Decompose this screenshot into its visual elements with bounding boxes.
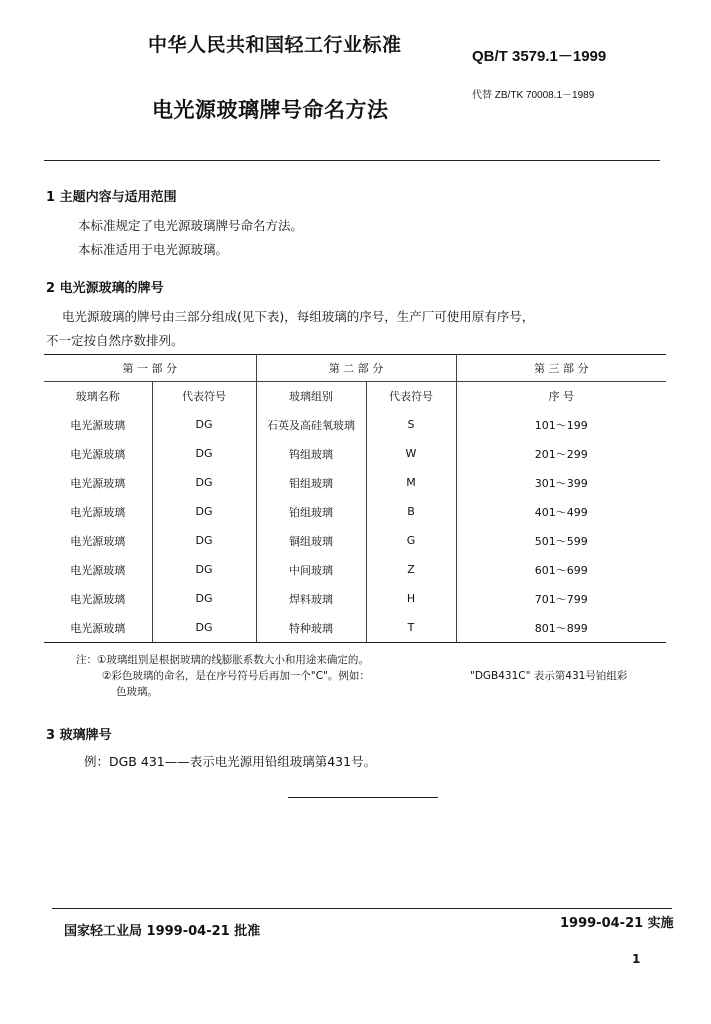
- footer-divider: [52, 908, 672, 909]
- cell-name: 电光源玻璃: [44, 555, 152, 584]
- page-number: 1: [632, 952, 641, 966]
- section-2-paragraph-line-2: 不一定按自然序数排列。: [46, 333, 184, 348]
- table-note-2-example: "DGB431C" 表示第431号铂组彩: [470, 670, 628, 682]
- cell-sequence: 101～199: [534, 418, 588, 432]
- cell-group: 中间玻璃: [256, 555, 366, 584]
- cell-code: DG: [152, 497, 256, 526]
- cell-sequence: 401～499: [534, 505, 588, 519]
- cell-code: DG: [152, 584, 256, 613]
- table-note-1: 注：①玻璃组别是根据玻璃的线膨胀系数大小和用途来确定的。: [76, 654, 369, 666]
- cell-code: DG: [152, 439, 256, 468]
- section-1-paragraph-1: 本标准规定了电光源玻璃牌号命名方法。: [78, 218, 304, 233]
- header-sequence: 序 号: [456, 382, 666, 411]
- cell-name: 电光源玻璃: [44, 584, 152, 613]
- header-divider: [44, 160, 660, 161]
- table-row: [44, 584, 666, 613]
- section-2-paragraph-line-1: 电光源玻璃的牌号由三部分组成(见下表)，每组玻璃的序号，生产厂可使用原有序号，: [62, 309, 535, 324]
- table-row: [44, 468, 666, 497]
- issuing-body: 中华人民共和国轻工行业标准: [148, 34, 402, 56]
- table-note-2: ②彩色玻璃的命名，是在序号符号后再加一个"C"。例如：: [102, 670, 370, 682]
- cell-group: 焊料玻璃: [256, 584, 366, 613]
- cell-sequence: 801～899: [456, 613, 666, 643]
- cell-group: 石英及高硅氧玻璃: [256, 410, 366, 439]
- header-part-1: 第 一 部 分: [44, 355, 256, 382]
- cell-name: 电光源玻璃: [44, 410, 152, 439]
- cell-symbol: H: [366, 584, 456, 613]
- cell-symbol: Z: [366, 555, 456, 584]
- cell-symbol: M: [366, 468, 456, 497]
- cell-symbol: W: [366, 439, 456, 468]
- cell-name: 电光源玻璃: [44, 526, 152, 555]
- cell-code: DG: [152, 468, 256, 497]
- cell-sequence: 601～699: [534, 563, 588, 577]
- table-row: [44, 497, 666, 526]
- cell-symbol: G: [366, 526, 456, 555]
- end-divider: [288, 797, 438, 798]
- header-code: 代表符号: [152, 382, 256, 411]
- standard-code: QB/T 3579.1－1999: [472, 48, 607, 65]
- cell-sequence: 701～799: [534, 592, 588, 606]
- cell-sequence: 301～399: [534, 476, 588, 490]
- cell-code: DG: [152, 410, 256, 439]
- header-glass-name: 玻璃名称: [44, 382, 152, 411]
- header-symbol: 代表符号: [366, 382, 456, 411]
- header-part-3: 第 三 部 分: [456, 355, 666, 382]
- approval-date: 国家轻工业局 1999-04-21 批准: [64, 924, 261, 939]
- table-row: [44, 555, 666, 584]
- cell-symbol: S: [366, 410, 456, 439]
- table-header-row-columns: [44, 382, 666, 411]
- cell-symbol: T: [366, 613, 456, 643]
- cell-name: 电光源玻璃: [44, 497, 152, 526]
- table-note-2-continued: 色玻璃。: [116, 686, 158, 698]
- header-glass-group: 玻璃组别: [256, 382, 366, 411]
- glass-brand-table: [44, 354, 666, 643]
- table-row: [44, 526, 666, 555]
- cell-code: DG: [152, 526, 256, 555]
- cell-name: 电光源玻璃: [44, 468, 152, 497]
- cell-group: 钼组玻璃: [256, 468, 366, 497]
- table-row: [44, 613, 666, 643]
- table-header-row-parts: [44, 355, 666, 382]
- cell-name: 电光源玻璃: [44, 613, 152, 643]
- cell-name: 电光源玻璃: [44, 439, 152, 468]
- cell-symbol: B: [366, 497, 456, 526]
- section-3-heading: 3 玻璃牌号: [46, 728, 112, 743]
- cell-sequence: 201～299: [534, 447, 588, 461]
- section-3-example: 例：DGB 431——表示电光源用铅组玻璃第431号。: [84, 754, 377, 769]
- cell-sequence: 501～599: [534, 534, 588, 548]
- table-row: [44, 410, 666, 439]
- replaces-code: 代替 ZB/TK 70008.1－1989: [472, 90, 595, 101]
- header-part-2: 第 二 部 分: [256, 355, 456, 382]
- cell-group: 铜组玻璃: [256, 526, 366, 555]
- table-row: [44, 439, 666, 468]
- cell-group: 特种玻璃: [256, 613, 366, 643]
- cell-code: DG: [152, 613, 256, 643]
- cell-group: 钨组玻璃: [256, 439, 366, 468]
- cell-group: 铂组玻璃: [256, 497, 366, 526]
- section-1-paragraph-2: 本标准适用于电光源玻璃。: [78, 242, 229, 257]
- effective-date: 1999-04-21 实施: [560, 916, 674, 931]
- cell-code: DG: [152, 555, 256, 584]
- section-2-heading: 2 电光源玻璃的牌号: [46, 281, 164, 296]
- document-title: 电光源玻璃牌号命名方法: [152, 98, 389, 122]
- section-1-heading: 1 主题内容与适用范围: [46, 190, 177, 205]
